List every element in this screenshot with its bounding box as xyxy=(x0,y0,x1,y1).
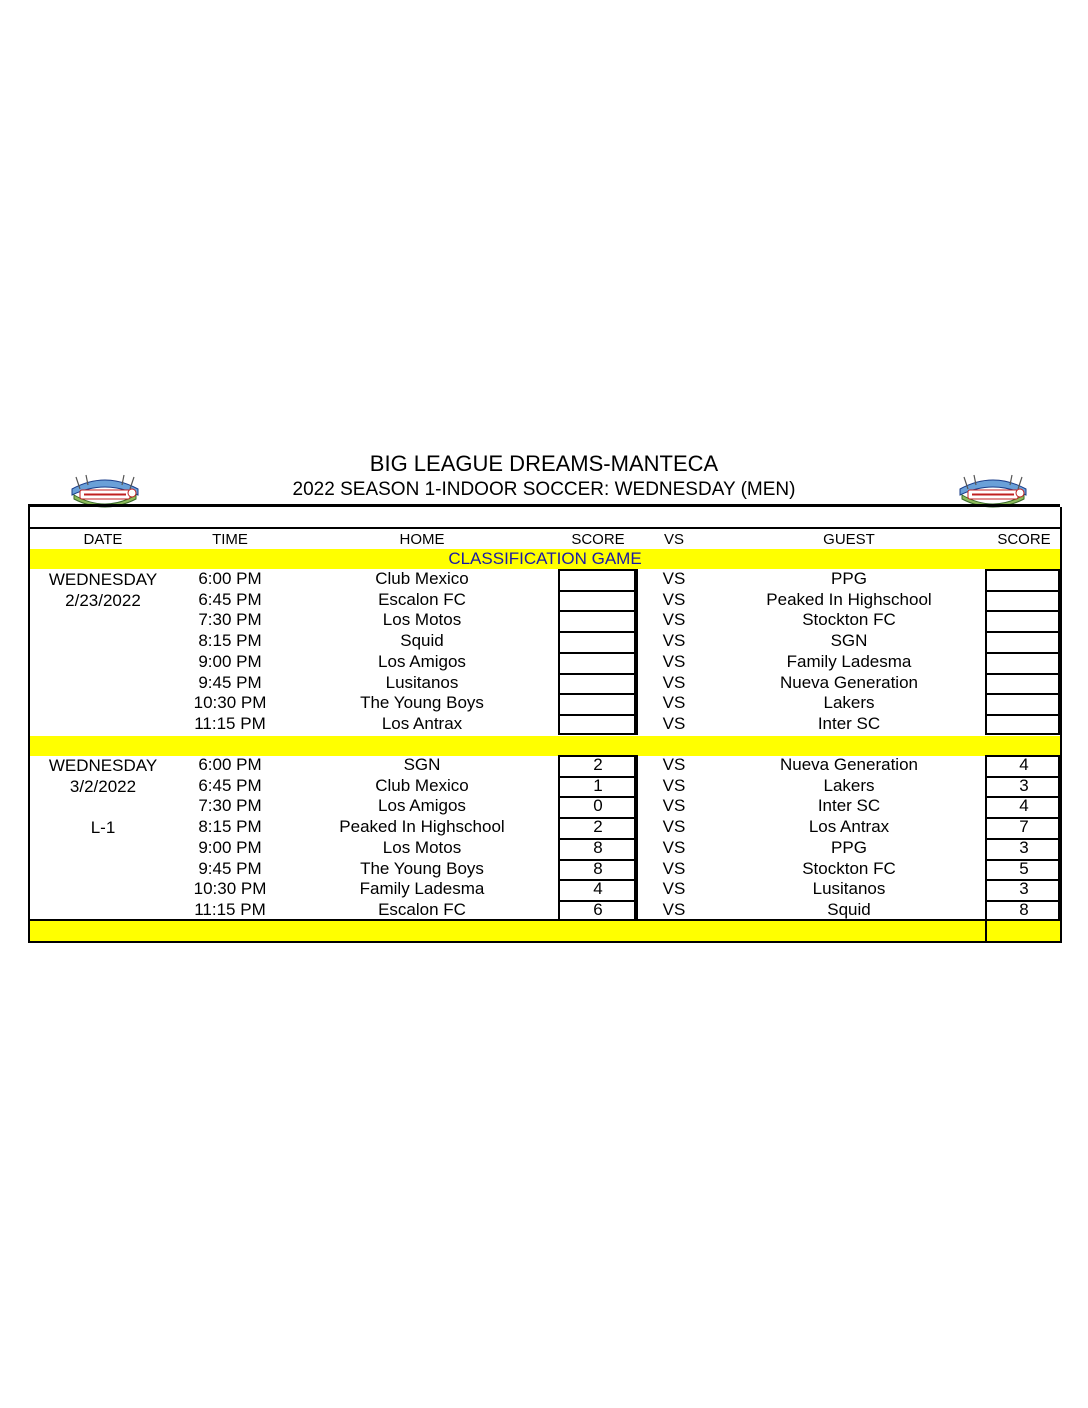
vs-label: VS xyxy=(662,755,686,774)
home-score: 2 xyxy=(593,817,603,836)
game-time: 6:00 PM xyxy=(198,569,262,588)
table-row xyxy=(30,673,1060,693)
vs-label: VS xyxy=(662,610,686,629)
table-row xyxy=(30,652,1060,672)
guest-team: Lusitanos xyxy=(812,879,886,898)
home-team: Escalon FC xyxy=(378,590,466,609)
footer-band xyxy=(30,921,1060,941)
guest-team: Squid xyxy=(827,900,871,919)
home-score: 2 xyxy=(593,755,603,774)
guest-team: PPG xyxy=(831,569,867,588)
home-team: Los Antrax xyxy=(381,714,463,733)
game-time: 6:00 PM xyxy=(198,755,262,774)
divider xyxy=(30,919,1060,921)
table-row xyxy=(30,590,1060,610)
guest-score: 3 xyxy=(1019,776,1029,795)
guest-team: SGN xyxy=(830,631,868,650)
game-time: 11:15 PM xyxy=(194,714,266,733)
guest-score: 8 xyxy=(1019,900,1029,919)
table-row xyxy=(30,755,1060,775)
table-row xyxy=(30,796,1060,816)
vs-label: VS xyxy=(662,673,686,692)
week-separator-band xyxy=(30,736,1060,756)
vs-label: VS xyxy=(662,652,686,671)
col-guest-score-header: SCORE xyxy=(997,531,1051,548)
guest-team: PPG xyxy=(831,838,867,857)
guest-score: 3 xyxy=(1019,879,1029,898)
column-header-row xyxy=(30,530,1060,550)
home-team: Peaked In Highschool xyxy=(339,817,505,836)
game-time: 11:15 PM xyxy=(194,900,266,919)
page-title: BIG LEAGUE DREAMS-MANTECA xyxy=(369,451,719,476)
home-team: Lusitanos xyxy=(385,673,459,692)
home-score: 1 xyxy=(593,776,603,795)
table-row xyxy=(30,631,1060,651)
col-date-header: DATE xyxy=(83,531,123,548)
game-time: 7:30 PM xyxy=(198,610,262,629)
table-row xyxy=(30,569,1060,589)
week2-note: L-1 xyxy=(90,818,116,837)
guest-team: Inter SC xyxy=(817,796,881,815)
divider xyxy=(30,527,1060,529)
week2-date: 3/2/2022 xyxy=(69,777,137,796)
home-team: Squid xyxy=(400,631,444,650)
home-score: 8 xyxy=(593,838,603,857)
vs-label: VS xyxy=(662,590,686,609)
table-row xyxy=(30,776,1060,796)
game-time: 9:00 PM xyxy=(198,652,262,671)
week1-date: 2/23/2022 xyxy=(65,591,141,610)
vs-label: VS xyxy=(662,714,686,733)
table-row xyxy=(30,838,1060,858)
game-time: 10:30 PM xyxy=(193,693,267,712)
guest-team: Nueva Generation xyxy=(780,673,918,692)
vs-label: VS xyxy=(662,817,686,836)
divider xyxy=(985,921,987,941)
home-team: Club Mexico xyxy=(375,569,469,588)
classification-label: CLASSIFICATION GAME xyxy=(448,549,642,568)
col-time-header: TIME xyxy=(212,531,248,548)
guest-team: Los Antrax xyxy=(808,817,890,836)
home-score: 6 xyxy=(593,900,603,919)
table-row xyxy=(30,817,1060,837)
home-team: SGN xyxy=(403,755,441,774)
vs-label: VS xyxy=(662,631,686,650)
vs-label: VS xyxy=(662,796,686,815)
game-time: 9:00 PM xyxy=(198,838,262,857)
game-time: 7:30 PM xyxy=(198,796,262,815)
table-row xyxy=(30,714,1060,734)
home-team: The Young Boys xyxy=(360,859,484,878)
guest-team: Lakers xyxy=(823,693,875,712)
guest-score: 3 xyxy=(1019,838,1029,857)
guest-team: Lakers xyxy=(823,776,875,795)
table-row xyxy=(30,900,1060,920)
vs-label: VS xyxy=(662,776,686,795)
home-score: 4 xyxy=(593,879,603,898)
guest-team: Stockton FC xyxy=(802,610,896,629)
guest-team: Peaked In Highschool xyxy=(766,590,932,609)
home-team: Los Amigos xyxy=(378,796,466,815)
game-time: 8:15 PM xyxy=(198,817,262,836)
game-time: 9:45 PM xyxy=(198,673,262,692)
table-row xyxy=(30,879,1060,899)
schedule-table xyxy=(28,507,1062,943)
guest-score: 4 xyxy=(1019,755,1029,774)
home-team: Los Motos xyxy=(382,610,462,629)
vs-label: VS xyxy=(662,693,686,712)
home-team: Los Motos xyxy=(382,838,462,857)
game-time: 6:45 PM xyxy=(198,590,262,609)
vs-label: VS xyxy=(662,879,686,898)
col-home-score-header: SCORE xyxy=(571,531,625,548)
guest-score: 4 xyxy=(1019,796,1029,815)
home-team: Family Ladesma xyxy=(359,879,485,898)
table-row xyxy=(30,610,1060,630)
game-time: 10:30 PM xyxy=(193,879,267,898)
table-row xyxy=(30,859,1060,879)
home-team: Club Mexico xyxy=(375,776,469,795)
vs-label: VS xyxy=(662,569,686,588)
vs-label: VS xyxy=(662,859,686,878)
guest-score: 5 xyxy=(1019,859,1029,878)
guest-team: Stockton FC xyxy=(802,859,896,878)
guest-team: Nueva Generation xyxy=(780,755,918,774)
home-score: 0 xyxy=(593,796,603,815)
game-time: 6:45 PM xyxy=(198,776,262,795)
col-guest-header: GUEST xyxy=(823,531,875,548)
page-subtitle: 2022 SEASON 1-INDOOR SOCCER: WEDNESDAY (MEN) xyxy=(292,479,796,500)
guest-team: Inter SC xyxy=(817,714,881,733)
home-team: Los Amigos xyxy=(378,652,466,671)
home-score: 8 xyxy=(593,859,603,878)
vs-label: VS xyxy=(662,838,686,857)
vs-label: VS xyxy=(662,900,686,919)
game-time: 9:45 PM xyxy=(198,859,262,878)
guest-score: 7 xyxy=(1019,817,1029,836)
home-team: The Young Boys xyxy=(360,693,484,712)
week1-day: WEDNESDAY xyxy=(48,570,158,589)
col-vs-header: VS xyxy=(663,531,684,548)
classification-banner xyxy=(30,549,1060,569)
table-row xyxy=(30,693,1060,713)
schedule-header xyxy=(28,449,1060,505)
guest-team: Family Ladesma xyxy=(786,652,912,671)
week2-day: WEDNESDAY xyxy=(48,756,158,775)
col-home-header: HOME xyxy=(399,531,445,548)
game-time: 8:15 PM xyxy=(198,631,262,650)
home-team: Escalon FC xyxy=(378,900,466,919)
